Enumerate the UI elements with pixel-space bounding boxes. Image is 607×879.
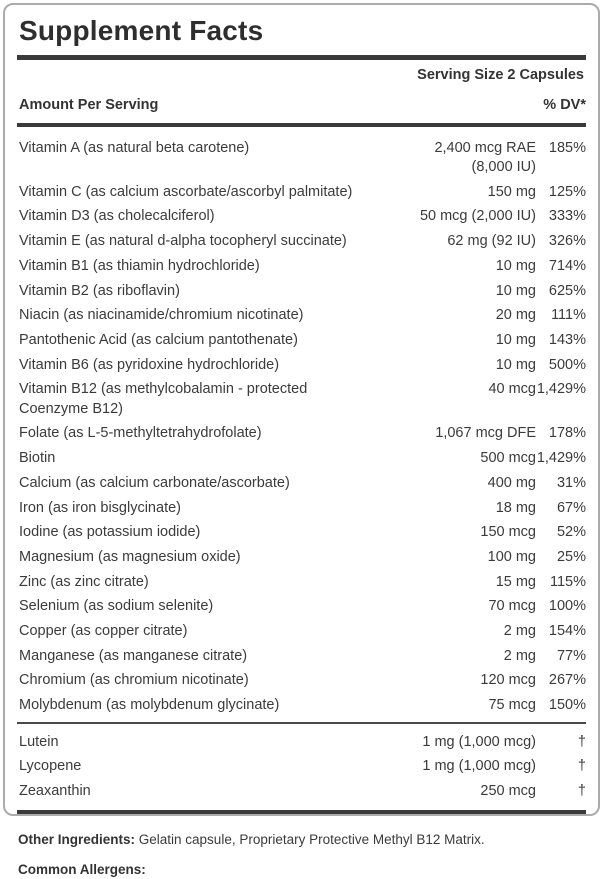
row-dv: 714%: [548, 257, 586, 274]
row-dv: 125%: [548, 183, 586, 200]
row-amount: 100 mg: [487, 548, 536, 565]
main-rows: [17, 127, 586, 720]
table-row: [19, 545, 586, 570]
row-dv: 1,429%: [536, 450, 586, 467]
row-name: Lycopene: [19, 758, 82, 775]
column-header-row: [17, 93, 586, 123]
thick-rule-bottom: [17, 810, 586, 815]
table-row: [19, 136, 586, 180]
row-dv: 154%: [548, 622, 586, 639]
amount-per-serving-header: Amount Per Serving: [19, 97, 159, 113]
row-name: Vitamin C (as calcium ascorbate/ascorbyl palmitate): [19, 183, 353, 200]
row-name: Chromium (as chromium nicotinate): [19, 672, 249, 689]
table-row: [19, 521, 586, 546]
table-row: [19, 644, 586, 669]
row-name: Vitamin B2 (as riboflavin): [19, 282, 180, 299]
row-dv: 326%: [548, 233, 586, 250]
common-allergens-label: Common Allergens:: [18, 862, 146, 877]
row-dv: †: [577, 758, 586, 775]
row-name: Folate (as L-5-methyltetrahydrofolate): [19, 425, 262, 442]
row-amount: 75 mcg: [488, 697, 536, 714]
row-name: Zeaxanthin: [19, 783, 91, 800]
row-amount: 2 mg: [503, 622, 536, 639]
row-amount: 150 mcg: [480, 524, 536, 541]
row-name: Vitamin B1 (as thiamin hydrochloride): [19, 257, 260, 274]
row-amount: 2,400 mcg RAE (8,000 IU): [434, 139, 536, 176]
table-row: [19, 496, 586, 521]
row-amount: 10 mg: [495, 282, 536, 299]
secondary-rows: [17, 726, 586, 810]
table-row: [19, 755, 586, 780]
row-amount: 70 mcg: [488, 598, 536, 615]
row-name: Selenium (as sodium selenite): [19, 598, 214, 615]
row-dv: 31%: [556, 474, 586, 491]
table-row: [19, 693, 586, 718]
row-amount: 50 mcg (2,000 IU): [419, 208, 536, 225]
row-name: Niacin (as niacinamide/chromium nicotinate): [19, 307, 304, 324]
row-name: Lutein: [19, 733, 59, 750]
thin-rule-separator: [17, 722, 586, 724]
row-dv: 25%: [556, 548, 586, 565]
row-name: Vitamin B12 (as methylcobalamin - protected Coenzyme B12): [19, 381, 308, 417]
table-row: [19, 205, 586, 230]
row-name: Pantothenic Acid (as calcium pantothenate): [19, 331, 298, 348]
row-dv: 52%: [556, 524, 586, 541]
row-dv: 185%: [548, 139, 586, 156]
row-amount: 400 mg: [487, 474, 536, 491]
table-row: [19, 230, 586, 255]
below-panel-text: [18, 832, 593, 877]
table-row: [19, 328, 586, 353]
row-dv: 143%: [548, 331, 586, 348]
common-allergens-line: [18, 862, 593, 877]
row-name: Biotin: [19, 450, 56, 467]
row-amount: 10 mg: [495, 356, 536, 373]
row-amount: 1 mg (1,000 mcg): [422, 733, 536, 750]
row-dv: 333%: [548, 208, 586, 225]
table-row: [19, 669, 586, 694]
table-row: [19, 378, 586, 422]
row-name: Copper (as copper citrate): [19, 622, 188, 639]
row-name: Magnesium (as magnesium oxide): [19, 548, 241, 565]
table-row: [19, 304, 586, 329]
panel-title: Supplement Facts: [19, 15, 264, 46]
table-row: [19, 619, 586, 644]
row-amount: 20 mg: [495, 307, 536, 324]
serving-size: Serving Size 2 Capsules: [417, 67, 584, 83]
row-name: Manganese (as manganese citrate): [19, 647, 248, 664]
table-row: [19, 254, 586, 279]
row-amount: 250 mcg: [480, 783, 536, 800]
other-ingredients-label: Other Ingredients:: [18, 832, 136, 847]
row-name: Zinc (as zinc citrate): [19, 573, 149, 590]
row-name: Vitamin D3 (as cholecalciferol): [19, 208, 215, 225]
row-name: Vitamin E (as natural d-alpha tocopheryl succinate): [19, 233, 347, 250]
table-row: [19, 279, 586, 304]
row-amount: 500 mcg: [480, 450, 536, 467]
row-name: Iron (as iron bisglycinate): [19, 499, 181, 516]
row-dv: 150%: [548, 697, 586, 714]
table-row: [19, 422, 586, 447]
supplement-facts-panel: [3, 3, 600, 816]
row-dv: †: [577, 783, 586, 800]
row-dv: 500%: [548, 356, 586, 373]
row-amount: 120 mcg: [480, 672, 536, 689]
footnote: [17, 815, 586, 816]
row-dv: 100%: [548, 598, 586, 615]
row-amount: 2 mg: [503, 647, 536, 664]
table-row: [19, 353, 586, 378]
other-ingredients-text: Gelatin capsule, Proprietary Protective Methyl B12 Matrix.: [135, 832, 485, 847]
row-name: Molybdenum (as molybdenum glycinate): [19, 697, 280, 714]
row-dv: 111%: [551, 307, 586, 324]
table-row: [19, 570, 586, 595]
row-name: Calcium (as calcium carbonate/ascorbate): [19, 474, 290, 491]
table-row: [19, 447, 586, 472]
row-dv: 267%: [548, 672, 586, 689]
row-amount: 40 mcg: [488, 381, 536, 398]
table-row: [19, 180, 586, 205]
row-amount: 10 mg: [495, 331, 536, 348]
row-amount: 18 mg: [495, 499, 536, 516]
table-row: [19, 730, 586, 755]
row-dv: 1,429%: [536, 381, 586, 398]
table-row: [19, 595, 586, 620]
other-ingredients-line: [18, 832, 593, 847]
table-row: [19, 471, 586, 496]
table-row: [19, 780, 586, 805]
row-amount: 62 mg (92 IU): [447, 233, 536, 250]
row-dv: 178%: [548, 425, 586, 442]
row-amount: 15 mg: [495, 573, 536, 590]
row-name: Vitamin A (as natural beta carotene): [19, 139, 250, 156]
row-amount: 150 mg: [487, 183, 536, 200]
row-name: Vitamin B6 (as pyridoxine hydrochloride): [19, 356, 280, 373]
row-dv: †: [577, 733, 586, 750]
row-dv: 77%: [556, 647, 586, 664]
row-dv: 625%: [548, 282, 586, 299]
row-amount: 1 mg (1,000 mcg): [422, 758, 536, 775]
row-dv: 67%: [556, 499, 586, 516]
row-amount: 10 mg: [495, 257, 536, 274]
row-amount: 1,067 mcg DFE: [435, 425, 536, 442]
row-name: Iodine (as potassium iodide): [19, 524, 201, 541]
percent-dv-header: % DV*: [543, 97, 586, 113]
row-dv: 115%: [549, 573, 586, 590]
